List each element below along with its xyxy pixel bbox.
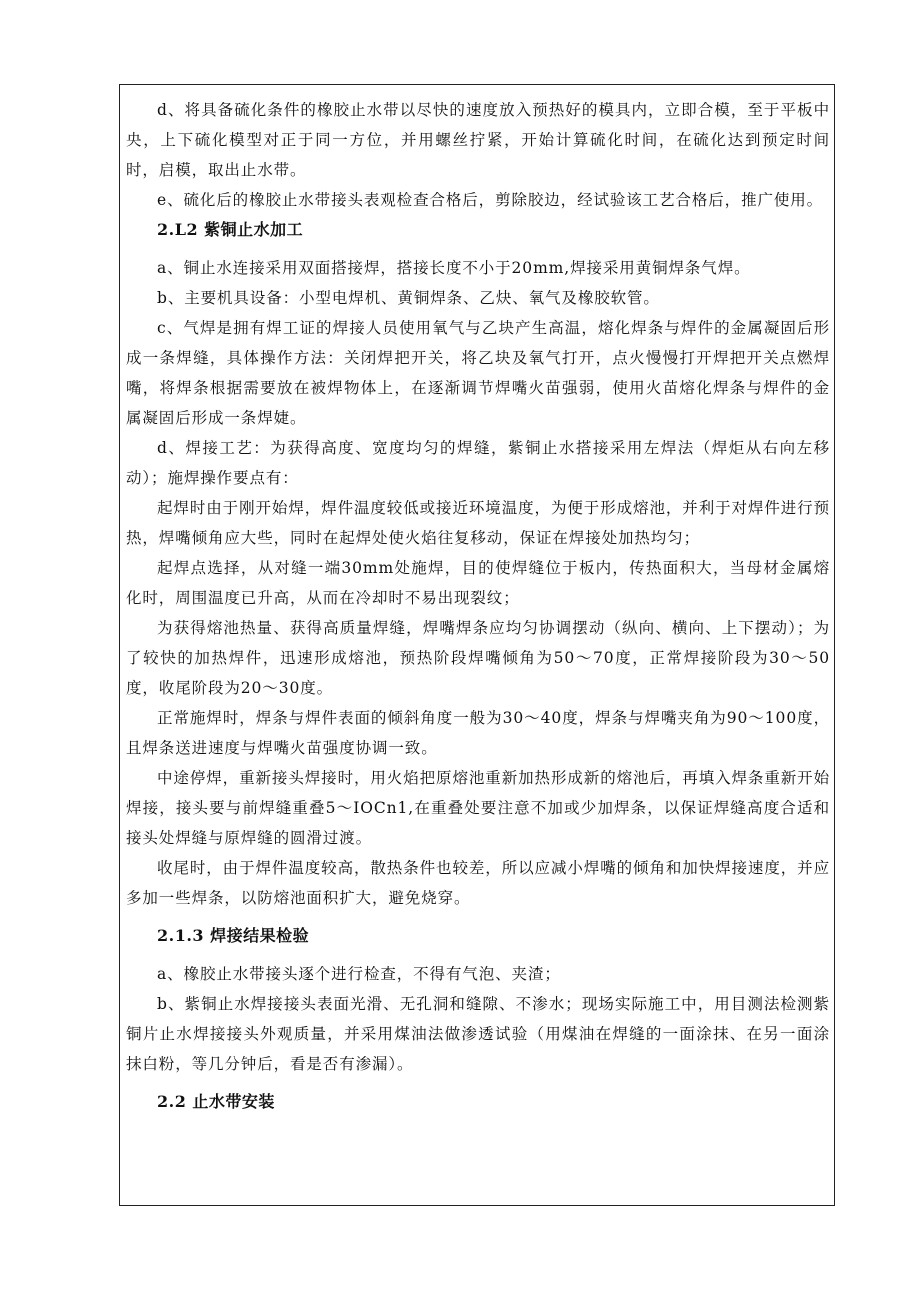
paragraph-start-point: 起焊点选择，从对缝一端30mm处施焊，目的使焊缝位于板内，传热面积大，当母材金属熔化时，周围温度已升高，从而在冷却时不易出现裂纹； xyxy=(126,559,830,607)
section-heading-weld-inspection: 2.1.3 焊接结果检验 xyxy=(157,926,310,945)
paragraph-ending: 收尾时，由于焊件温度较高，散热条件也较差，所以应减小焊嘴的倾角和加快焊接速度，并应多加一些焊条，以防熔池面积扩大，避免烧穿。 xyxy=(126,859,830,907)
paragraph-d-welding-process: d、焊接工艺：为获得高度、宽度均匀的焊缝，紫铜止水搭接采用左焊法（焊炬从右向左移动）；施焊操作要点有： xyxy=(126,439,830,487)
paragraph-pool-heat: 为获得熔池热量、获得高质量焊缝，焊嘴焊条应均匀协调摆动（纵向、横向、上下摆动）；为了较快的加热焊件，迅速形成熔池，预热阶段焊嘴倾角为50～70度，正常焊接阶段为30～50度，收尾阶段为20～30度。 xyxy=(126,619,830,697)
paragraph-d-vulcanize: d、将具备硫化条件的橡胶止水带以尽快的速度放入预热好的模具内，立即合模，至于平板中央，上下硫化模型对正于同一方位，并用螺丝拧紧，开始计算硫化时间，在硫化达到预定时间时，启模，取出止水带。 xyxy=(126,101,830,179)
section-heading-waterstop-install: 2.2 止水带安装 xyxy=(157,1092,275,1111)
document-frame xyxy=(119,84,835,1206)
paragraph-midway-stop: 中途停焊，重新接头焊接时，用火焰把原熔池重新加热形成新的熔池后，再填入焊条重新开始焊接，接头要与前焊缝重叠5～IOCn1,在重叠处要注意不加或少加焊条，以保证焊缝高度合适和接头处焊缝与原焊缝的圆滑过渡。 xyxy=(126,769,830,847)
section-heading-copper-waterstop: 2.L2 紫铜止水加工 xyxy=(157,220,304,239)
document-body xyxy=(126,95,830,1117)
paragraph-e-inspect: e、硫化后的橡胶止水带接头表观检查合格后，剪除胶边，经试验该工艺合格后，推广使用。 xyxy=(157,191,824,209)
paragraph-c-gas-welding: c、气焊是拥有焊工证的焊接人员使用氧气与乙块产生高温，熔化焊条与焊件的金属凝固后形成一条焊缝，具体操作方法：关闭焊把开关，将乙块及氧气打开，点火慢慢打开焊把开关点燃焊嘴，将焊条根据需要放在被焊物体上，在逐渐调节焊嘴火苗强弱，使用火苗熔化焊条与焊件的金属凝固后形成一条焊婕。 xyxy=(126,319,830,427)
paragraph-b-copper-check: b、紫铜止水焊接接头表面光滑、无孔洞和缝隙、不渗水；现场实际施工中，用目测法检测紫铜片止水焊接接头外观质量，并采用煤油法做渗透试验（用煤油在焊缝的一面涂抹、在另一面涂抹白粉，等几分钟后，看是否有渗漏）。 xyxy=(126,995,830,1073)
paragraph-normal-welding: 正常施焊时，焊条与焊件表面的倾斜角度一般为30～40度，焊条与焊嘴夹角为90～100度，且焊条送进速度与焊嘴火苗强度协调一致。 xyxy=(126,709,830,757)
paragraph-start-welding: 起焊时由于刚开始焊，焊件温度较低或接近环境温度，为便于形成熔池，并利于对焊件进行预热，焊嘴倾角应大些，同时在起焊处使火焰往复移动，保证在焊接处加热均匀； xyxy=(126,499,830,547)
paragraph-a-rubber-check: a、橡胶止水带接头逐个进行检查，不得有气泡、夹渣； xyxy=(157,965,561,983)
paragraph-a-copper-joint: a、铜止水连接采用双面搭接焊，搭接长度不小于20mm,焊接采用黄铜焊条气焊。 xyxy=(157,259,751,277)
paragraph-b-equipment: b、主要机具设备：小型电焊机、黄铜焊条、乙炔、氧气及橡胶软管。 xyxy=(157,289,660,307)
